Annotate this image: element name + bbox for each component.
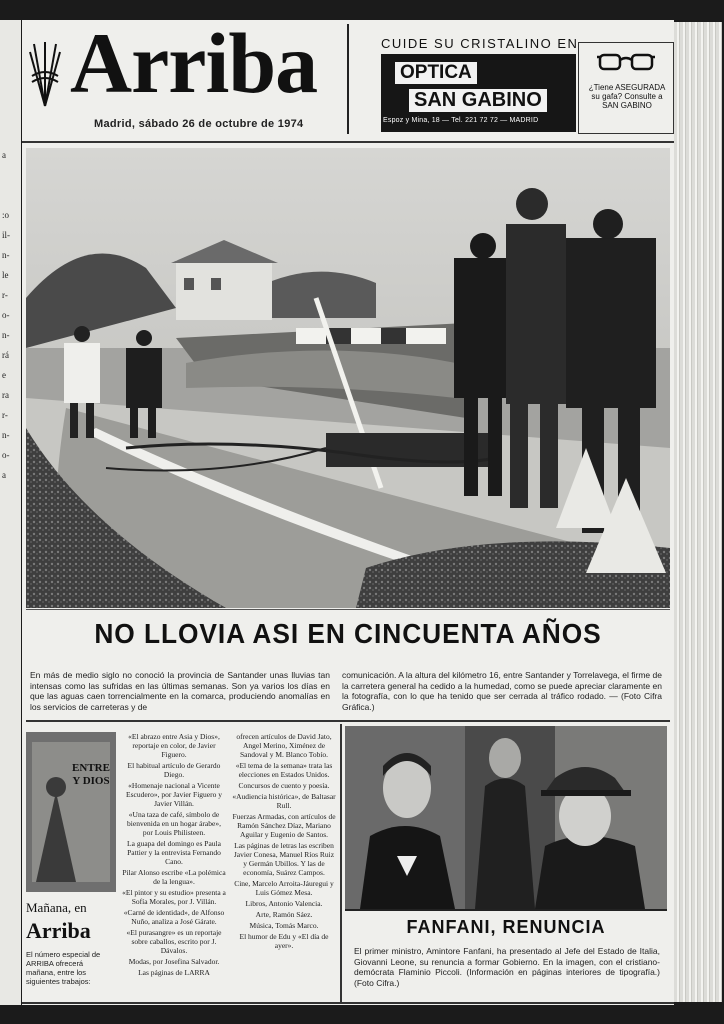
list-item: «Audiencia histórica», de Baltasar Rull. [232,792,336,810]
list-item: «El tema de la semana» trata las elecciones en Estados Unidos. [235,761,333,779]
column-rule [340,724,342,1002]
issue-date: Madrid, sábado 26 de octubre de 1974 [94,118,304,130]
list-item: Libros, Antonio Valencia. [245,899,323,908]
fanfani-headline: FANFANI, RENUNCIA [406,917,606,937]
masthead-divider [347,24,349,134]
main-caption-left: En más de medio siglo no conoció la provincia de Santander unas lluvias tan intensas como las sufridas en las últimas semanas. Son ya varios los días en que las aguas caen torrencialmente en la comarca, produciendo anomalías en los servicios de carreteras y de [30,670,330,712]
promo-tomorrow-text: Mañana, en [26,900,87,915]
ad-brand-line1: OPTICA [395,62,477,84]
masthead-rule [22,141,674,143]
promo-arriba-logo: Arriba [26,918,91,943]
ad-side-text: ¿Tiene ASEGURADA su gafa? Consulte a SAN GABINO [588,83,666,110]
ad-tagline: CUIDE SU CRISTALINO EN [381,36,579,51]
list-item: «Homenaje nacional a Vicente Escudero», por Javier Figuero y Javier Villán. [125,781,223,808]
list-item: «El abrazo entre Asia y Dios», reportaje en color, de Javier Figuero. [128,732,220,759]
list-item: «Una taza de café, símbolo de bienvenida en un hogar árabe», por Louis Philisteen. [127,810,221,837]
glasses-icon [597,51,655,73]
list-item: Fuerzas Armadas, con artículos de Ramón Sánchez Díaz, Mariano Aguilar y Eugenio de Santos. [232,812,336,839]
list-item: Arte, Ramón Sáez. [255,910,313,919]
photo-bottom-rule [26,609,670,610]
list-item: El habitual artículo de Gerardo Diego. [127,761,221,779]
ad-brand-box [381,54,576,132]
magazine-cover-image [26,732,116,892]
contents-list-col1 [122,732,226,979]
list-item: «El pintor y su estudio» presenta a Sofía Morales, por J. Villán. [122,888,226,906]
list-item: Pilar Alonso escribe «La polémica de la lengua». [122,868,226,886]
adjacent-page-edge: a :o il- n- le r- o- n- rá e ra r- n- o- a [0,20,21,1005]
ad-address: Espoz y Mina, 18 — Tel. 221 72 72 — MADRID [383,117,539,124]
list-item: Música, Tomás Marco. [249,921,319,930]
promo-note: El número especial de ARRIBA ofrecerá mañana, entre los siguientes trabajos: [26,950,101,986]
list-item: El humor de Edu y «El día de ayer». [239,932,329,950]
flood-road-photo [26,148,670,608]
list-item: «Carné de identidad», de Alfonso Nuño, analiza a José Gárate. [123,908,225,926]
list-item: Las páginas de letras las escriben Javier Conesa, Manuel Ríos Ruiz y Germán Ubillos. Y las de economía, Suárez Campos. [233,841,335,877]
list-item: Concursos de cuento y poesía. [238,781,330,790]
bound-pages-edge [674,22,722,1002]
list-item: Las páginas de LARRA [138,968,210,977]
fanfani-photo-rule [345,909,667,911]
main-caption-right: comunicación. A la altura del kilómetro 16, entre Santander y Torrelavega, el firme de la carretera general ha cedido a la humedad, como se puede apreciar claramente en la fotografía, con lo que ha tenido que ser cerrada al tráfico rodado. — (Foto Cifra Gráfica.) [342,670,662,712]
section-divider [26,720,670,722]
yoke-and-arrows-emblem-icon [28,38,62,108]
main-headline: NO LLOVIA ASI EN CINCUENTA AÑOS [94,618,602,649]
newspaper-front-page [22,20,674,1005]
masthead [22,20,347,142]
list-item: La guapa del domingo es Paula Pattier y la entrevista Fernando Cano. [127,839,221,866]
optician-advertisement [352,20,674,140]
fanfani-caption: El primer ministro, Amintore Fanfani, ha presentado al Jefe del Estado de Italia, Giovanni Leone, su renuncia a formar Gobierno. En la imagen, con el cristiano-demócrata Flaminio Piccoli. (Información en páginas interiores de tipografía.) (Foto Cifra.) [354,946,660,988]
promo-inset-text: ENTRE Y DIOS [72,762,110,787]
contents-list-col2 [232,732,336,952]
ad-side-panel [578,42,674,134]
page-bottom-rule [22,1002,674,1004]
list-item: «El purasangre» es un reportaje sobre caballos, escrito por J. Dávalos. [126,928,222,955]
fanfani-portrait-image [345,726,667,909]
road-collapse-photo-image [26,148,670,608]
list-item: Modas, por Josefina Salvador. [128,957,220,966]
list-item: ofrecen artículos de David Jato, Angel Merino, Ximénez de Sandoval y M. Blanco Tobío. [236,732,332,759]
newspaper-logo: Arriba [70,20,318,111]
ad-brand-line2: SAN GABINO [409,89,547,112]
promo-magazine-photo [26,732,116,892]
fanfani-photo [345,726,667,909]
list-item: Cine, Marcelo Arroita-Jáuregui y Luis Gómez Mesa. [234,879,334,897]
